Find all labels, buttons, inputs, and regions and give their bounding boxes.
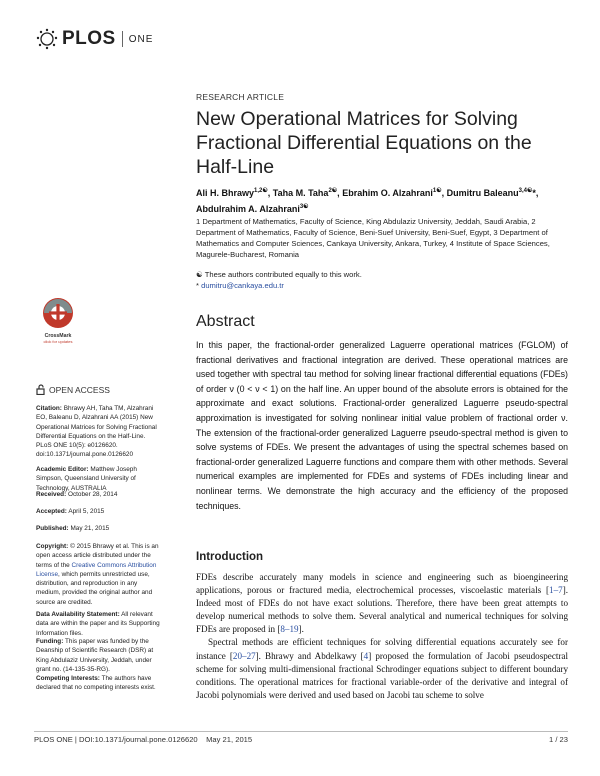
journal-logo[interactable] (34, 28, 153, 50)
open-access-label: OPEN ACCESS (49, 384, 110, 395)
open-access-badge (36, 384, 110, 395)
introduction-text (196, 571, 568, 702)
editor-text: Matthew Joseph Simpson, Queensland University of Technology, AUSTRALIA (36, 466, 137, 492)
crossmark-badge[interactable] (40, 295, 76, 349)
funding-label: Funding: (36, 638, 64, 645)
crossmark-icon (40, 295, 76, 333)
author-sup: 3,4☯ (518, 188, 533, 194)
author-sup: 1,2☯ (254, 188, 268, 194)
received-text: October 28, 2014 (67, 491, 118, 498)
citation-text: Bhrawy AH, Taha TM, Alzahrani EO, Baleanu D, Alzahrani AA (2015) New Operational Matrices for Solving Fractional Differential Equations on the Half-Line. PLoS ONE 10(5): e0126620. doi:10.1371/journal.pone.0126620 (36, 405, 157, 459)
author-sup: 2☯ (328, 188, 338, 194)
text-run: ]. Indeed most of FDEs do not have exact solutions. Therefore, there have been great attempts to develop numerical methods to solve them. Several analytical and numerical techniques for solving FDEs are proposed in [ (196, 585, 568, 635)
text-run: Spectral methods are efficient techniques for solving differential equations accurately see for instance [ (196, 637, 568, 661)
author-name[interactable]: Abdulrahim A. Alzahrani (196, 204, 300, 214)
author-sup: 3☯ (299, 204, 309, 210)
intro-paragraph (196, 636, 568, 701)
copyright-block (36, 542, 162, 607)
reference-link[interactable]: 1–7 (549, 585, 563, 596)
author-notes (196, 269, 568, 291)
email-mark: * (196, 281, 199, 290)
author-name[interactable]: Ali H. Bhrawy (196, 188, 255, 198)
author-name[interactable]: Taha M. Taha (272, 188, 329, 198)
copyright-text: © 2015 Bhrawy et al. This is an open access article distributed under the terms of the (36, 543, 159, 569)
text-run: ] proposed the formulation of Jacobi pseudospectral scheme for solving multi-dimensional fractional Schrodinger equations subject to different boundary conditions. The operational matrices for fractional variable-order of the derivative and integral of Jacobi polynomials were derived and used based on Jacobi tau scheme to solve (196, 650, 568, 700)
abstract-text: In this paper, the fractional-order generalized Laguerre operational matrices (FGLOM) of fractional derivatives and fractional integration are derived. These operational matrices are used together with spectral tau method for solving linear fractional differential equations (FDEs) of order ν (0 < ν < 1) on the half line. An upper bound of the absolute errors is obtained for the approximate and exact solutions. Fractional-order generalized Laguerre pseudo-spectral approximation is investigated for solving nonlinear initial value problem of fractional order ν. The extension of the fractional-order generalized Laguerre pseudo-spectral method is given to solve systems of FDEs. We present the advantages of using the spectral schemes based on fractional-order generalized Laguerre functions and compare them with other methods. Several numerical examples are implemented for FDEs and systems of FDEs including linear and nonlinear terms. We demonstrate the high accuracy and the efficiency of the proposed techniques. (196, 340, 568, 511)
intro-paragraph (196, 571, 568, 636)
logo-brand: PLOS (62, 28, 116, 49)
author-name[interactable]: Ebrahim O. Alzahrani (342, 188, 433, 198)
crossmark-sub: click for updates (43, 339, 73, 344)
text-run: FDEs describe accurately many models in science and engineering such as bioengineering applications, porous or fractured media, electrochemical processes, viscoelastic materials [ (196, 572, 568, 596)
reference-link[interactable]: 8–19 (280, 624, 299, 635)
license-link[interactable]: Creative Commons Attribution License (36, 561, 157, 578)
published-text: May 21, 2015 (70, 525, 110, 532)
email-link[interactable]: dumitru@cankaya.edu.tr (201, 281, 284, 290)
published-block (36, 524, 162, 533)
reference-link[interactable]: 20–27 (232, 650, 256, 661)
text-run: ]. (298, 624, 304, 635)
funding-block (36, 637, 162, 674)
citation-label: Citation: (36, 405, 62, 412)
affiliations: 1 Department of Mathematics, Faculty of Science, King Abdulaziz University, Jeddah, Saudi Arabia, 2 Department of Mathematics, Faculty of Science, Beni-Suef University, Beni-Suef, Egypt, 3 Department of Mathematics and Computer Sciences, Cankaya University, Ankara, Turkey, 4 Institute of Space Sciences, Magurele-Bucharest, Romania (196, 217, 550, 259)
accepted-text: April 5, 2015 (68, 508, 105, 515)
abstract-heading: Abstract (196, 313, 255, 330)
equal-contribution-note: ☯ These authors contributed equally to this work. (196, 270, 362, 279)
editor-block (36, 465, 162, 493)
corresponding-mark: * (532, 188, 536, 198)
data-label: Data Availability Statement: (36, 611, 120, 618)
received-label: Received: (36, 491, 67, 498)
competing-label: Competing Interests: (36, 675, 100, 682)
logo-journal: ONE (128, 33, 154, 45)
author-name[interactable]: Dumitru Baleanu (446, 188, 519, 198)
competing-interests-block (36, 674, 162, 693)
competing-text: The authors have declared that no competing interests exist. (36, 675, 156, 692)
data-availability-block (36, 610, 162, 638)
article-type: RESEARCH ARTICLE (196, 92, 285, 102)
funding-text: This paper was funded by the Deanship of Scientific Research (DSR) at King Abdulaziz University, Jeddah, under grant no. (14-135-35-RG). (36, 638, 154, 673)
citation-block (36, 404, 162, 460)
email-line (196, 280, 568, 291)
copyright-text-end: , which permits unrestricted use, distribution, and reproduction in any medium, provided the original author and source are credited. (36, 570, 153, 606)
footer-citation: PLOS ONE | DOI:10.1371/journal.pone.0126620 May 21, 2015 (34, 735, 253, 744)
received-block (36, 490, 162, 499)
crossmark-label: CrossMark (44, 333, 72, 339)
plos-logo-icon (34, 28, 60, 50)
author-sup: 1☯ (432, 188, 442, 194)
open-lock-icon (36, 384, 45, 395)
page-number: 1 / 23 (549, 735, 568, 744)
data-text: All relevant data are within the paper and its Supporting Information files. (36, 611, 160, 637)
author-list: Ali H. Bhrawy$^{1,2☯}$, Taha M. Taha$^{2☯}$, Ebrahim O. Alzahrani$^{1☯}$, Dumitru Baleanu$^{3,4☯}$*, Abdulrahim A. Alzahrani$^{3☯}$ (196, 188, 539, 214)
accepted-label: Accepted: (36, 508, 67, 515)
copyright-label: Copyright: (36, 543, 69, 550)
article-title: New Operational Matrices for Solving Fractional Differential Equations on the Half-Line (196, 108, 532, 178)
introduction-heading: Introduction (196, 551, 264, 563)
reference-link[interactable]: 4 (363, 650, 369, 661)
text-run: ]. Bhrawy and Abdelkawy [ (255, 650, 364, 661)
published-label: Published: (36, 525, 69, 532)
logo-divider (122, 31, 123, 47)
accepted-block (36, 507, 162, 516)
editor-label: Academic Editor: (36, 466, 89, 473)
